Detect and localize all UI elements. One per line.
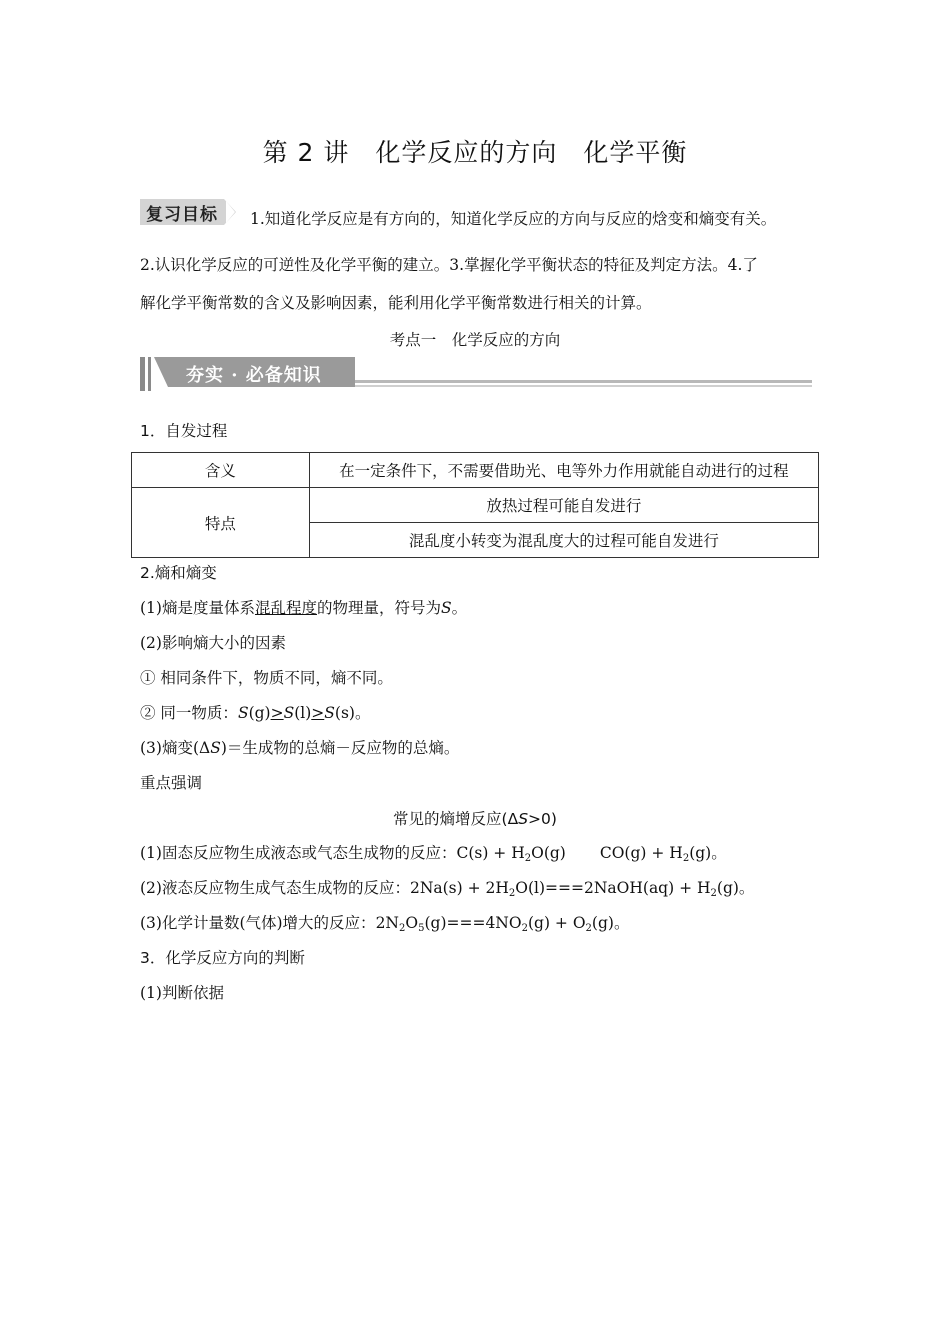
table-cell-feature-value-1: 放热过程可能自发进行 — [309, 488, 818, 523]
formula: (g)。 — [689, 844, 727, 862]
formula: 2Na(s) + 2H — [409, 879, 509, 897]
subscript: 2 — [399, 923, 406, 934]
reaction-3 — [140, 912, 629, 934]
formula: (g) + O — [527, 914, 586, 932]
objectives-badge — [140, 199, 236, 225]
text: (1)固态反应物生成液态或气态生成物的反应： — [140, 844, 457, 862]
subscript: 2 — [682, 853, 690, 864]
formula: (g)===4NO — [424, 914, 522, 932]
emphasis-subheading — [0, 807, 950, 829]
banner-label: 夯实 · 必备知识 — [186, 365, 322, 386]
formula: CO(g) + H — [599, 844, 683, 862]
section-heading: 考点一 化学反应的方向 — [389, 331, 561, 349]
objectives-badge-label: 复习目标 — [146, 205, 218, 225]
table-cell-feature-value-2: 混乱度小转变为混乱度大的过程可能自发进行 — [309, 523, 818, 558]
emphasis-heading: 重点强调 — [140, 774, 203, 792]
text: (2)液态反应物生成气态生成物的反应： — [140, 879, 410, 897]
symbol: S — [283, 704, 295, 722]
s2-paragraph-1 — [140, 597, 467, 619]
reaction-1 — [140, 842, 727, 864]
formula: C(s) + H — [456, 844, 525, 862]
formula: O(g) — [531, 844, 566, 862]
formula: O — [405, 914, 419, 932]
text: )＝生成物的总熵－反应物的总熵。 — [220, 739, 460, 757]
formula: 2N — [375, 914, 399, 932]
text: (3)化学计量数(气体)增大的反应： — [140, 914, 376, 932]
text: (1)熵是度量体系 — [140, 599, 255, 617]
s3-heading: 3．化学反应方向的判断 — [140, 949, 305, 967]
underlined-term: 混乱程度 — [254, 599, 317, 617]
s1-heading: 1．自发过程 — [140, 422, 228, 440]
s3-paragraph-1: (1)判断依据 — [140, 984, 224, 1002]
table-cell-meaning-label: 含义 — [132, 453, 310, 488]
subscript: 2 — [585, 923, 592, 934]
objectives-line-1: 1.知道化学反应是有方向的，知道化学反应的方向与反应的焓变和熵变有关。 — [250, 210, 777, 228]
subscript: 2 — [508, 888, 516, 899]
text: ② 同一物质： — [140, 704, 238, 722]
s2-paragraph-5 — [140, 737, 459, 759]
objectives-line-2: 2.认识化学反应的可逆性及化学平衡的建立。3.掌握化学平衡状态的特征及判定方法。4.了 — [140, 256, 758, 274]
reaction-2 — [140, 877, 754, 899]
table-cell-feature-label: 特点 — [132, 488, 310, 558]
symbol: S — [210, 739, 221, 757]
table-row — [132, 488, 819, 523]
subscript: 2 — [521, 923, 528, 934]
formula: O(l)===2NaOH(aq) + H — [515, 879, 711, 897]
s2-paragraph-3: ① 相同条件下，物质不同，熵不同。 — [140, 669, 393, 687]
comparison-sign: > — [311, 704, 325, 722]
subscript: 2 — [524, 853, 532, 864]
table-row — [132, 453, 819, 488]
subscript: 5 — [418, 923, 425, 934]
s2-paragraph-2: (2)影响熵大小的因素 — [140, 634, 286, 652]
formula: (g)。 — [716, 879, 755, 897]
knowledge-banner — [140, 357, 812, 391]
objectives-line-3: 解化学平衡常数的含义及影响因素，能利用化学平衡常数进行相关的计算。 — [140, 294, 652, 312]
s2-paragraph-4 — [140, 702, 370, 724]
text: 的物理量，符号为 — [316, 599, 441, 617]
text: (s)。 — [334, 704, 371, 722]
s2-heading: 2.熵和熵变 — [140, 564, 217, 582]
comparison-sign: > — [270, 704, 284, 722]
page-title: 第 2 讲 化学反应的方向 化学平衡 — [262, 138, 688, 167]
spontaneous-process-table — [131, 452, 819, 558]
text: (3)熵变(Δ — [140, 739, 211, 757]
text: >0) — [528, 810, 557, 828]
table-cell-meaning-value: 在一定条件下，不需要借助光、电等外力作用就能自动进行的过程 — [309, 453, 818, 488]
text: 。 — [451, 599, 468, 617]
symbol: S — [518, 810, 529, 828]
formula: (g)。 — [591, 914, 630, 932]
text: (g) — [248, 704, 271, 722]
subscript: 2 — [710, 888, 717, 899]
symbol: S — [324, 704, 335, 722]
text: 常见的熵增反应(Δ — [393, 810, 519, 828]
symbol: S — [441, 599, 452, 617]
symbol: S — [237, 704, 249, 722]
text: (l) — [294, 704, 312, 722]
